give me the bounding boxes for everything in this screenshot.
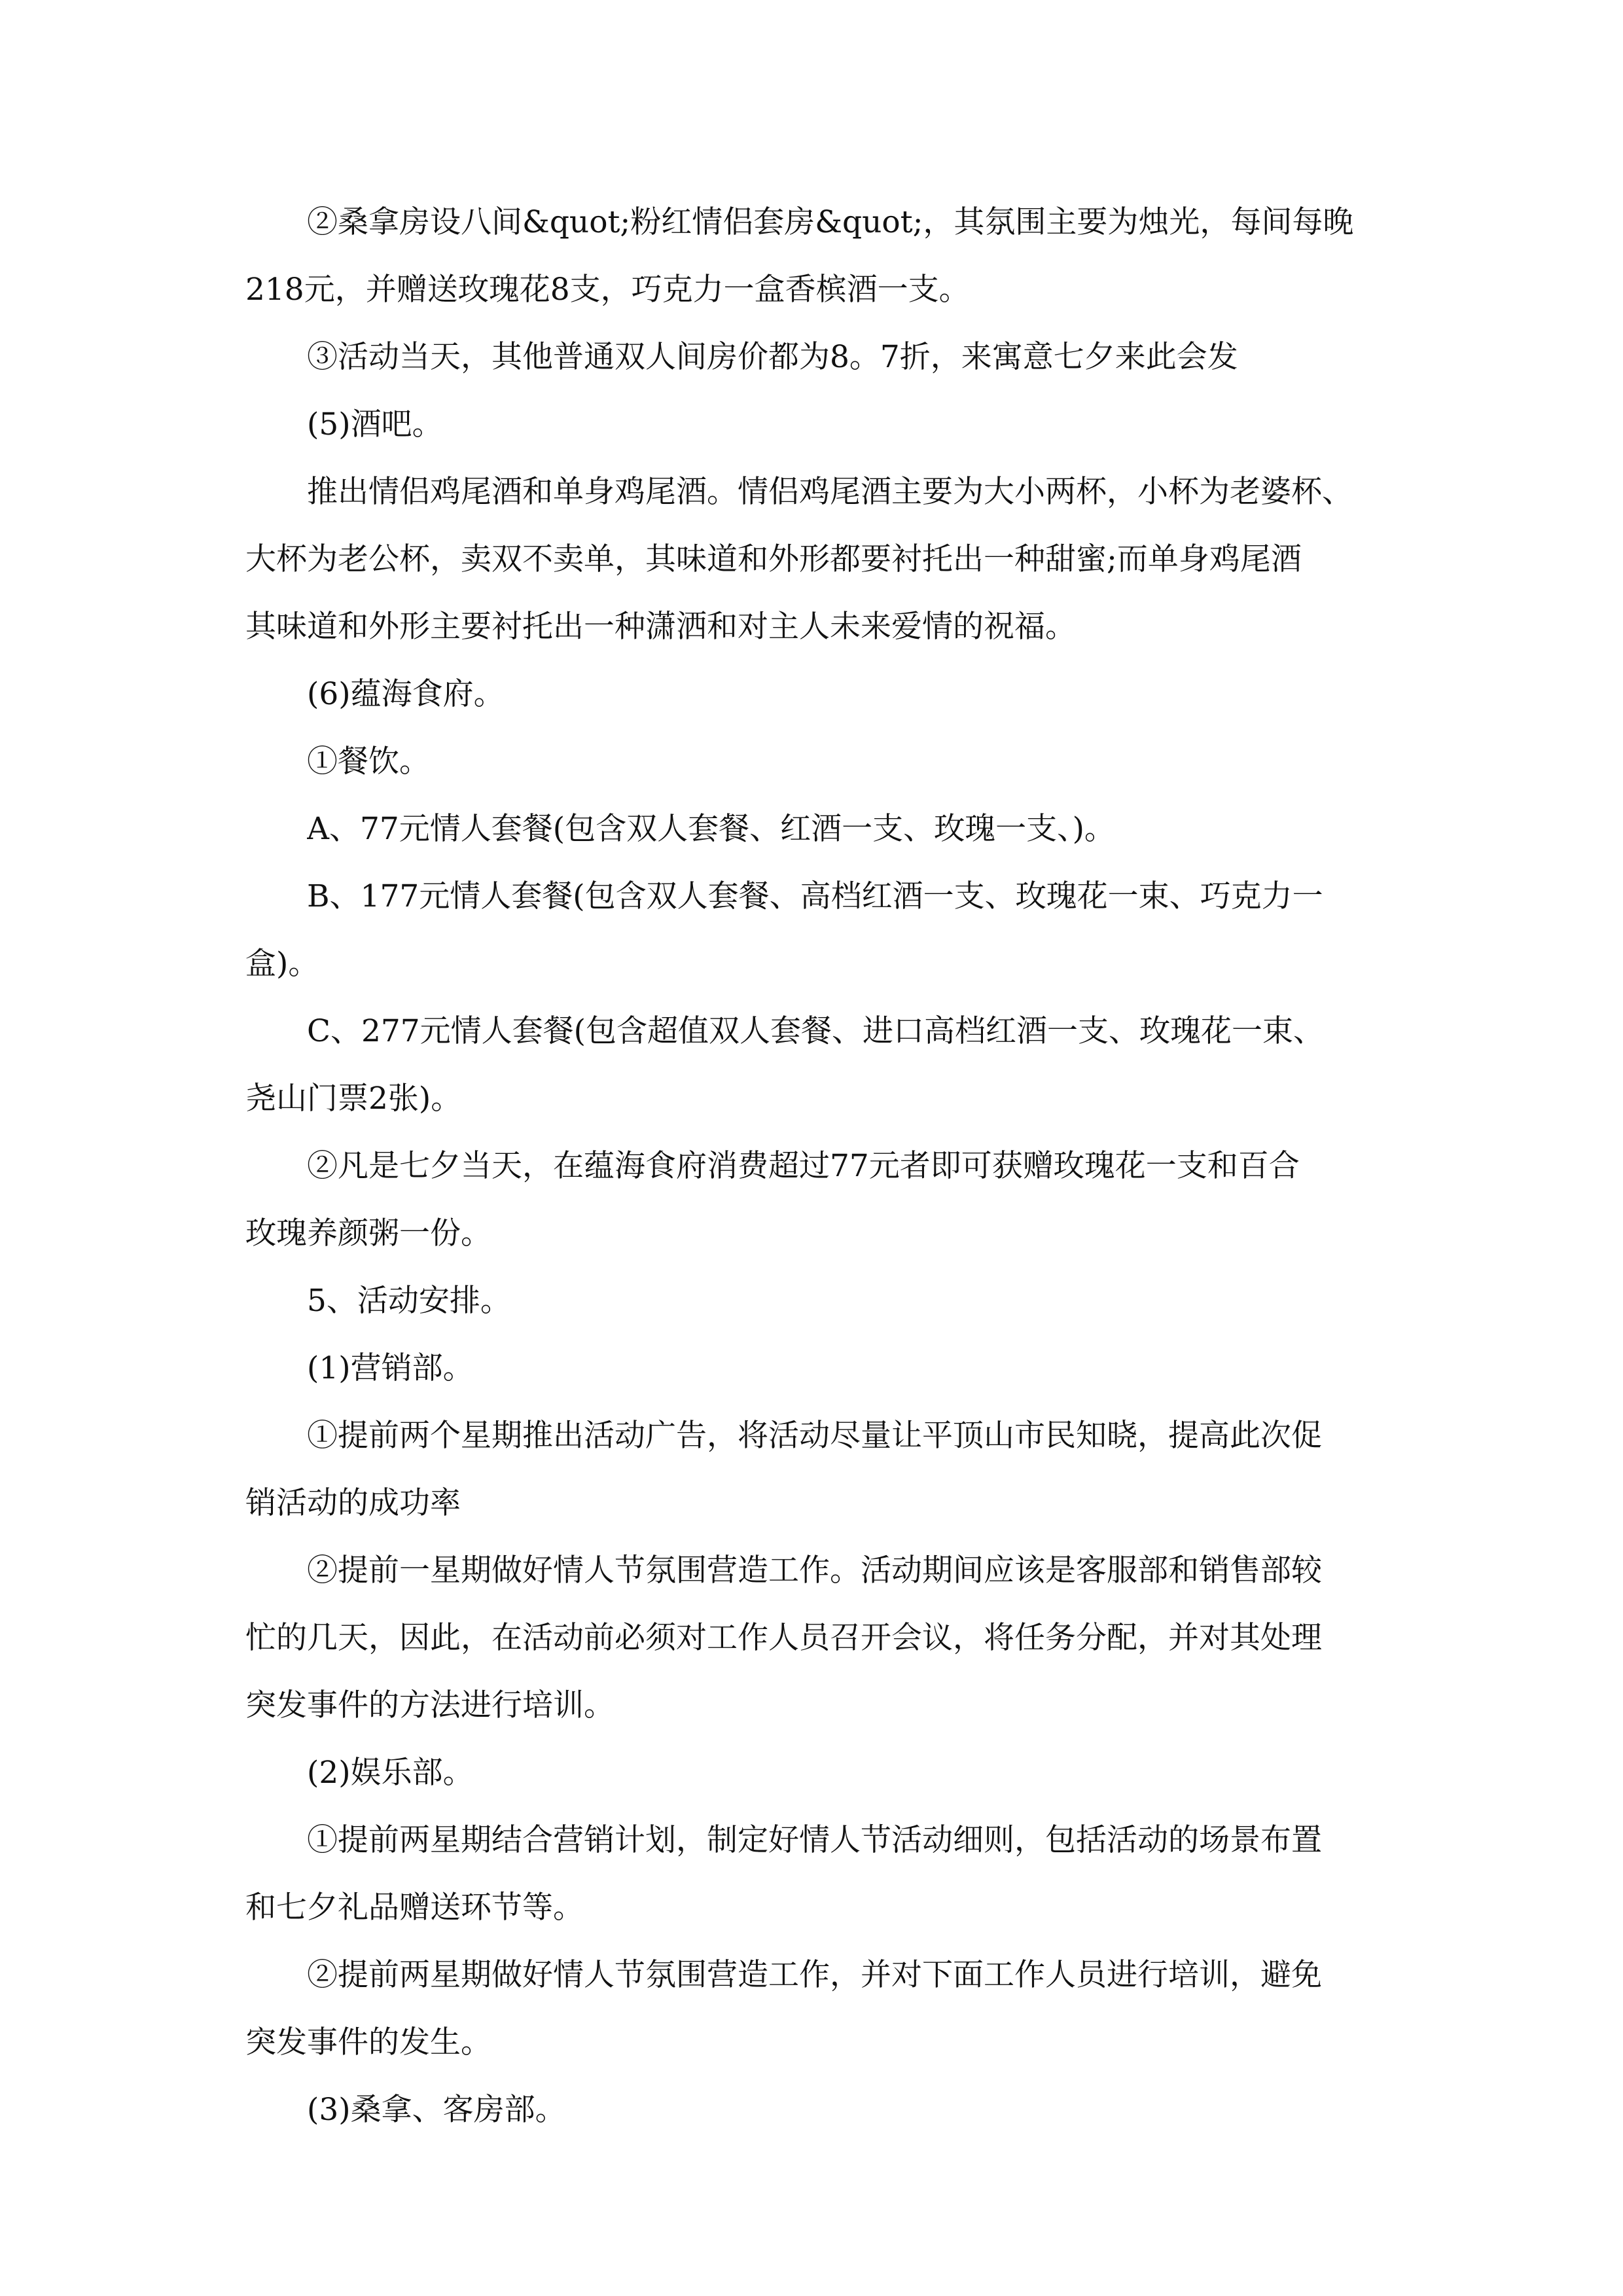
text-line: 盒)。	[245, 946, 319, 982]
text-line: 其味道和外形主要衬托出一种潇洒和对主人未来爱情的祝福。	[245, 609, 1076, 645]
text-line: ③活动当天，其他普通双人间房价都为8。7折，来寓意七夕来此会发	[307, 339, 1238, 375]
text-line: 和七夕礼品赠送环节等。	[245, 1890, 584, 1926]
text-line: (2)娱乐部。	[307, 1755, 474, 1791]
text-line: (1)营销部。	[307, 1350, 474, 1386]
text-line: C、277元情人套餐(包含超值双人套餐、进口高档红酒一支、玫瑰花一束、	[307, 1013, 1325, 1049]
text-line: A、77元情人套餐(包含双人套餐、红酒一支、玫瑰一支、)。	[307, 811, 1115, 847]
text-line: 忙的几天，因此，在活动前必须对工作人员召开会议，将任务分配，并对其处理	[245, 1620, 1322, 1656]
text-line: 5、活动安排。	[307, 1283, 511, 1319]
text-line: 推出情侣鸡尾酒和单身鸡尾酒。情侣鸡尾酒主要为大小两杯，小杯为老婆杯、	[307, 474, 1353, 510]
text-line: 玫瑰养颜粥一份。	[245, 1215, 491, 1251]
text-line: ①餐饮。	[307, 744, 430, 780]
text-line: 销活动的成功率	[245, 1485, 461, 1521]
text-line: 突发事件的方法进行培训。	[245, 1687, 615, 1723]
text-line: ②凡是七夕当天，在蕴海食府消费超过77元者即可获赠玫瑰花一支和百合	[307, 1148, 1300, 1184]
text-line: 大杯为老公杯，卖双不卖单，其味道和外形都要衬托出一种甜蜜;而单身鸡尾酒	[245, 541, 1302, 577]
text-line: 尧山门票2张)。	[245, 1081, 462, 1117]
text-line: ①提前两个星期推出活动广告，将活动尽量让平顶山市民知晓，提高此次促	[307, 1418, 1322, 1454]
text-line: ②桑拿房设八间&quot;粉红情侣套房&quot;，其氛围主要为烛光，每间每晚	[307, 204, 1354, 240]
text-line: (5)酒吧。	[307, 406, 443, 442]
text-line: ①提前两星期结合营销计划，制定好情人节活动细则，包括活动的场景布置	[307, 1822, 1322, 1858]
text-line: B、177元情人套餐(包含双人套餐、高档红酒一支、玫瑰花一束、巧克力一	[307, 878, 1323, 914]
text-line: 218元，并赠送玫瑰花8支，巧克力一盒香槟酒一支。	[245, 272, 970, 308]
text-line: ②提前两星期做好情人节氛围营造工作，并对下面工作人员进行培训，避免	[307, 1957, 1322, 1993]
text-line: ②提前一星期做好情人节氛围营造工作。活动期间应该是客服部和销售部较	[307, 1552, 1322, 1588]
text-line: (6)蕴海食府。	[307, 676, 505, 712]
text-line: 突发事件的发生。	[245, 2024, 491, 2060]
text-line: (3)桑拿、客房部。	[307, 2092, 566, 2128]
